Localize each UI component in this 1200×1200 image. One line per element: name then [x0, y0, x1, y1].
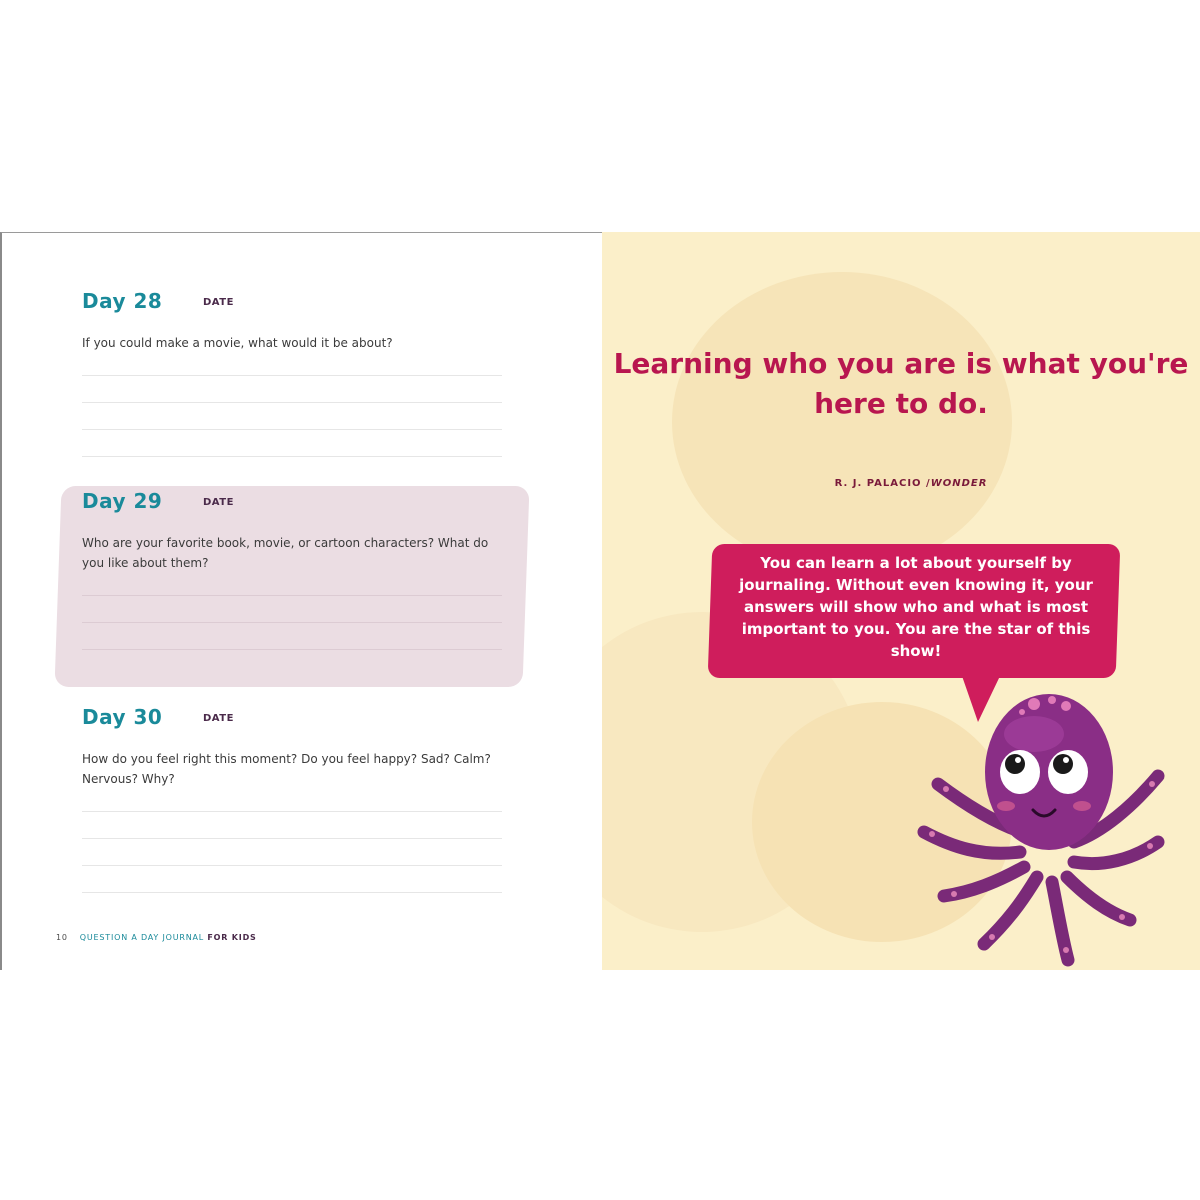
writing-line [82, 811, 502, 812]
quote-attribution [602, 478, 1200, 489]
writing-line [82, 402, 502, 403]
left-page [0, 232, 602, 970]
right-page [602, 232, 1200, 970]
writing-line [82, 838, 502, 839]
date-label: DATE [203, 297, 234, 308]
journal-question: Who are your favorite book, movie, or cartoon characters? What do you like about them? [82, 536, 489, 570]
book-title-suffix: FOR KIDS [207, 933, 257, 942]
octopus-tentacle [1074, 842, 1158, 864]
writing-line [82, 622, 502, 623]
page-number: 10 [56, 933, 68, 942]
speech-bubble-text: You can learn a lot about yourself by journaling. Without even knowing it, your answers will show who and what is most important to you. You are the star of this show! [739, 554, 1093, 660]
writing-line [82, 892, 502, 893]
attribution-work: WONDER [930, 478, 988, 489]
day-heading: Day 29 [82, 489, 163, 513]
highlight-panel [54, 486, 529, 687]
date-label: DATE [203, 497, 234, 508]
writing-line [82, 595, 502, 596]
date-label: DATE [203, 713, 234, 724]
octopus-tentacle [1067, 877, 1130, 920]
writing-line [82, 865, 502, 866]
attribution-author: R. J. PALACIO / [834, 478, 931, 489]
quote-text: Learning who you are is what you're here to do. [613, 347, 1189, 420]
book-spread [0, 232, 1200, 970]
writing-line [82, 429, 502, 430]
octopus-illustration [902, 682, 1192, 970]
journal-question: How do you feel right this moment? Do you feel happy? Sad? Calm? Nervous? Why? [82, 752, 491, 786]
journal-question: If you could make a movie, what would it be about? [82, 336, 393, 350]
octopus-tentacle [924, 832, 1020, 853]
book-title: QUESTION A DAY JOURNAL [79, 933, 205, 942]
writing-line [82, 456, 502, 457]
day-heading: Day 30 [82, 705, 163, 729]
day-heading: Day 28 [82, 289, 163, 313]
page-footer [56, 933, 257, 942]
octopus-tentacle [944, 867, 1024, 896]
writing-line [82, 649, 502, 650]
writing-line [82, 375, 502, 376]
